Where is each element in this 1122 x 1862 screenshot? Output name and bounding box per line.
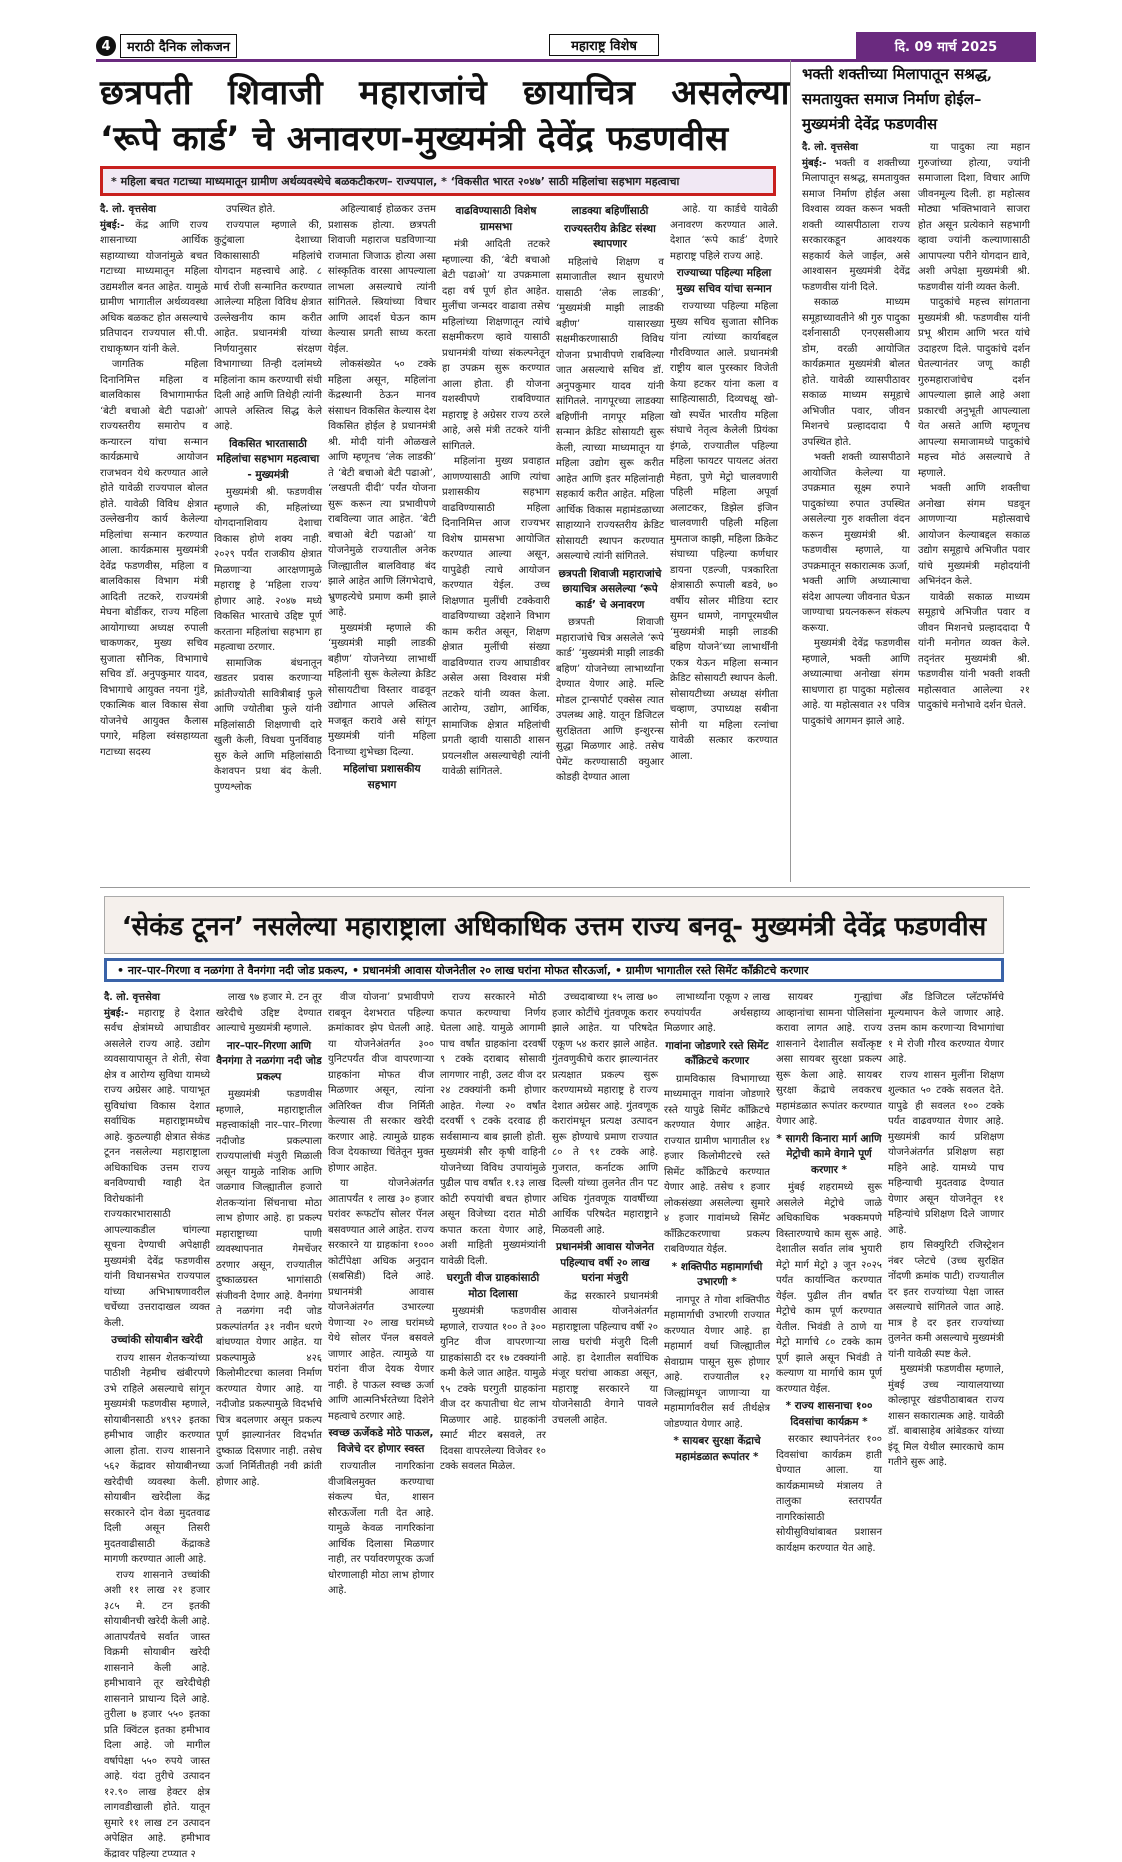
paragraph-text: हाय सिक्युरिटी रजिस्ट्रेशन नंबर प्लेटचे (उच्च सुरक्षित नोंदणी क्रमांक पाटी) राज्यातील दर इतर राज्यांच्या पेक्षा जास्त असल्याचे सांगितले जात आहे. मात्र हे दर इतर राज्यांच्या तुलनेत कमी असल्याचे मुख्यमंत्री यांनी यावेळी स्पष्ट केले. xyxy=(888,1240,1004,1360)
paragraph xyxy=(552,1289,658,1429)
paragraph xyxy=(776,1180,882,1397)
subheading: स्वच्छ ऊर्जेकडे मोठे पाऊल, विजेचे दर होणार स्वस्त xyxy=(328,1426,434,1457)
paragraph-text: मुख्यमंत्री देवेंद्र फडणवीस म्हणाले, भक्ती आणि अध्यात्माचा अनोखा संगम साधणारा हा पादुका महोत्सव आहे. या महोत्सवात २१ पवित्र पादुकांचे आगमन झाले आहे. xyxy=(802,638,910,727)
story1-column xyxy=(328,202,436,882)
paragraph-text: राज्य शासनाने उच्चांकी अशी ११ लाख २१ हजार ३८५ मे. टन इतकी सोयाबीनची खरेदी केली आहे. आतापर्यंतचे सर्वात जास्त विक्रमी सोयाबीन खरेदी शासनाने केली आहे. हमीभावाने तूर खरेदीचेही शासनाने प्राधान्य दिले आहे. तुरीला ७ हजार ५५० इतका प्रति क्विंटल इतका हमीभाव दिला आहे. जो मागील वर्षापेक्षा ५५० रुपये जास्त आहे. यंदा तुरीचे उत्पादन १२.९० लाख हेक्टर क्षेत्र लागवडीखाली होते. यातून सुमारे ११ लाख टन उत्पादन अपेक्षित आहे. हमीभाव केंद्रावर पहिल्या टप्प्यात २ xyxy=(104,1570,210,1860)
paragraph-text: मुख्यमंत्री फडणवीस म्हणाले, मुंबई उच्च न्यायालयाच्या कोल्हापूर खंडपीठाबाबत राज्य शासन सकारात्मक आहे. यावेळी डॉ. बाबासाहेब आंबेडकर यांच्या इंदू मिल येथील स्मारकाचे काम गतीने सुरू आहे. xyxy=(888,1364,1004,1468)
dateline: दै. लो. वृत्तसेवा xyxy=(104,992,160,1003)
newspaper-name: मराठी दैनिक लोकजन xyxy=(120,34,237,58)
paragraph xyxy=(556,255,664,565)
story2-headline: ‘सेकंड टूनन’ नसलेल्या महाराष्ट्राला अधिकाधिक उत्तम राज्य बनवू- मुख्यमंत्री देवेंद्र फडणवीस xyxy=(104,896,1004,954)
paragraph xyxy=(328,202,436,357)
story1-headline xyxy=(100,70,790,162)
paragraph-text: सामाजिक बंधनातून खडतर प्रवास करणाऱ्या क्रांतीज्योती सावित्रीबाई फुले आणि ज्योतीबा फुले यांनी महिलांसाठी शिक्षणाची दारे खुली केली, विधवा पुनर्विवाह सुरु केले आणि महिलांसाठी केशवपन प्रथा बंद केली. पुण्यश्लोक xyxy=(214,658,322,793)
paragraph-text: मुख्यमंत्री म्हणाले की ‘मुख्यमंत्री माझी लाडकी बहीण’ योजनेच्या लाभार्थी महिलांनी सुरू केलेल्या क्रेडिट सोसायटीचा विस्तार वाढवून उद्योगात आपले अस्तित्व मजबूत करावे असे सांगून मुख्यमंत्री यांनी महिला दिनाच्या शुभेच्छा दिल्या. xyxy=(328,623,436,758)
paragraph-text: अहिल्याबाई होळकर उत्तम प्रशासक होत्या. छत्रपती शिवाजी महाराज घडविणाऱ्या राजमाता जिजाऊ होत्या असा सांस्कृतिक वारसा आपल्याला लाभला असल्याचे त्यांनी सांगितले. स्त्रियांच्या विचार आणि आदर्श घेऊन काम केल्यास प्रगती साध्य करता येईल. xyxy=(328,204,436,355)
paragraph xyxy=(100,202,208,218)
paragraph-text: पादुकांचे महत्त्व सांगताना मुख्यमंत्री श्री. फडणवीस यांनी प्रभू श्रीराम आणि भरत यांचे उदाहरण दिले. पादुकांचे दर्शन घेतल्यानंतर जणू काही गुरुमहाराजांचेच दर्शन आपल्याला झाले आहे अशा प्रकारची अनुभूती आपल्याला येत असते आणि म्हणूनच आपल्या समाजामध्ये पादुकांचे महत्त्व मोठं असल्याचे ते म्हणाले. xyxy=(918,297,1030,479)
story1-column xyxy=(442,202,550,882)
paragraph-text: या योजनेअंतर्गत आतापर्यंत १ लाख ३० हजार घरांवर रूफटॉप सोलर पॅनल बसवण्यात आले आहेत. राज्य सरकारने या ग्राहकांना १००० कोटींपेक्षा अधिक अनुदान (सबसिडी) दिले आहे. प्रधानमंत्री आवास योजनेअंतर्गत उभारल्या येणाऱ्या २० लाख घरांमध्ये येथे सोलर पॅनल बसवले जाणार आहेत. त्यामुळे या घरांना वीज देयक येणार नाही. हे पाऊल स्वच्छ ऊर्जा आणि आत्मनिर्भरतेच्या दिशेने महत्वाचे ठरणार आहे. xyxy=(328,1178,434,1422)
paragraph xyxy=(802,636,910,729)
story1-strap: * महिला बचत गटाच्या माध्यमातून ग्रामीण अर्थव्यवस्थेचे बळकटीकरण– राज्यपाल, * ‘विकसीत भारत २०४७’ साठी महिलांचा सहभाग महत्वाचा xyxy=(100,166,776,196)
paragraph xyxy=(552,990,658,1238)
paragraph-text: महिलांना मुख्य प्रवाहात आणण्यासाठी आणि त्यांचा प्रशासकीय सहभाग वाढविण्यासाठी महिला दिनानिमित्त आज राज्यभर विशेष ग्रामसभा आयोजित करण्यात आल्या असून, यापुढेही त्याचे आयोजन करण्यात येईल. उच्च शिक्षणात मुलींची टक्केवारी वाढविण्याच्या उद्देशाने विभाग काम करीत असून, शिक्षण क्षेत्रात मुलींची संख्या वाढविण्यात राज्य आघाडीवर असेल असा विश्वास मंत्री तटकरे यांनी व्यक्त केला. आरोग्य, उद्योग, आर्थिक, सामाजिक क्षेत्रात महिलांची प्रगती व्हावी यासाठी शासन प्रयत्नशील असल्याचेही त्यांनी यावेळी सांगितले. xyxy=(442,456,550,777)
story1-headline-line2: ‘रूपे कार्ड’ चे अनावरण-मुख्यमंत्री देवेंद्र फडणवीस xyxy=(100,116,790,162)
paragraph xyxy=(664,990,770,1037)
story2-column xyxy=(440,990,546,1560)
paragraph xyxy=(918,295,1030,481)
story2-column xyxy=(216,990,322,1560)
paragraph-text: राज्याच्या पहिल्या महिला मुख्य सचिव सुजाता सौनिक यांना त्यांच्या कार्याबद्दल गौरविण्यात आले. प्रधानमंत्री राष्ट्रीय बाल पुरस्कार विजेती केया हटकर यांना कला व साहित्यासाठी, दिव्यचक्षू खो-खो स्पर्धेत भारतीय महिला संघाचे नेतृत्व केलेली प्रियंका इंगळे, राज्यातील पहिल्या महिला फायटर पायलट अंतरा मेहता, पुणे मेट्रो चालवणारी पहिली महिला अपूर्वा अलाटकर, डिझेल इंजिन चालवणारी पहिली महिला मुमताज काझी, महिला क्रिकेट संघाच्या पहिल्या कर्णधार डायना एडल्जी, पत्रकारिता क्षेत्रासाठी रूपाली बडवे, ७० वर्षीय सोलर मीडिया स्टार सुमन धामणे, नागपूरमधील ‘मुख्यमंत्री माझी लाडकी बहिण योजने’च्या लाभार्थींनी एकत्र येऊन महिला सन्मान क्रेडिट सोसायटी स्थापन केली. सोसायटीच्या अध्यक्ष संगीता चव्हाण, उपाध्यक्ष सबीना सोनी या महिला रत्नांचा यावेळी सत्कार करण्यात आला. xyxy=(670,301,778,762)
dateline: मुंबई:- xyxy=(104,1008,128,1019)
subheading: घरगुती वीज ग्राहकांसाठी मोठा दिलासा xyxy=(440,1271,546,1302)
paragraph-text: मुख्यमंत्री फडणवीस म्हणाले, महाराष्ट्रातील महत्त्वाकांक्षी नार–पार–गिरणा नदीजोड प्रकल्पाला राज्यपालांची मंजुरी मिळाली असून यामुळे नाशिक आणि जळगाव जिल्ह्यातील हजारो शेतकऱ्यांना सिंचनाचा मोठा लाभ होणार आहे. हा प्रकल्प महाराष्ट्राच्या पाणी व्यवस्थापनात गेमचेंजर ठरणार असून, राज्यातील दुष्काळग्रस्त भागांसाठी संजीवनी देणार आहे. वैनगंगा ते नळगंगा नदी जोड प्रकल्पांतर्गत ३१ नवीन धरणे बांधण्यात येणार आहेत. या प्रकल्पामुळे ४२६ किलोमीटरचा कालवा निर्माण करण्यात येणार आहे. या नदीजोड प्रकल्पामुळे विदर्भाचे चित्र बदलणार असून प्रकल्प पूर्ण झाल्यानंतर विदर्भात दुष्काळ दिसणार नाही. तसेच ऊर्जा निर्मितीतही नवी क्रांती होणार आहे. xyxy=(216,1089,322,1488)
paragraph-text: लाभार्थ्यांना एकूण २ लाख रुपयांपर्यंत अर्थसहाय्य मिळणार आहे. xyxy=(664,992,770,1034)
paragraph-text: मुख्यमंत्री फडणवीस म्हणाले, राज्यात १०० ते ३०० युनिट वीज वापरणाऱ्या ग्राहकांसाठी दर १७ टक्क्यांनी कमी केले जात आहेत. यामुळे ९५ टक्के घरगुती ग्राहकांना वीज दर कपातीचा थेट लाभ मिळणार आहे. ग्राहकांनी स्मार्ट मीटर बसवले, तर दिवसा वापरलेल्या विजेवर १० टक्के सवलत मिळेल. xyxy=(440,1306,546,1472)
paragraph-text: मुख्यमंत्री श्री. फडणवीस म्हणाले की, महिलांच्या योगदानाशिवाय देशाचा विकास होणे शक्य नाही. २०२९ पर्यंत राजकीय क्षेत्रात मिळणाऱ्या आरक्षणामुळे महाराष्ट्र हे ‘महिला राज्य’ होणार आहे. २०४७ मध्ये विकसित भारताचे उद्दिष्ट पूर्ण करताना महिलांचा सहभाग हा महत्वाचा ठरणार. xyxy=(214,487,322,653)
column-divider xyxy=(790,60,791,882)
paragraph-text: भक्ती शक्ती व्यासपीठाने आयोजित केलेल्या या उपक्रमात सूक्ष्म रुपाने पादुकांच्या रुपात उपस्थित असलेल्या गुरु शक्तीला वंदन करून मुख्यमंत्री श्री. फडणवीस म्हणाले, या उपक्रमातून सकारात्मक ऊर्जा, भक्ती आणि अध्यात्माचा संदेश आपल्या जीवनात घेऊन जाण्याचा प्रयत्नकरून संकल्प करूया. xyxy=(802,452,910,634)
page-header xyxy=(96,32,1036,62)
paragraph xyxy=(776,1432,882,1556)
paragraph-text: छत्रपती शिवाजी महाराजांचे चित्र असलेले ‘रूपे कार्ड’ ‘मुख्यमंत्री माझी लाडकी बहिण’ योजनेच्या लाभार्थ्यांना देण्यात येणार आहे. मल्टि मोडल ट्रान्सपोर्ट एक्सेस त्यात उपलब्ध आहे. यातून डिजिटल सुरक्षितता आणि इन्शुरन्स सुद्धा मिळणार आहे. तसेच पेमेंट करण्यासाठी क्युआर कोडही देण्यात आला xyxy=(556,617,664,783)
paragraph-text: महाराष्ट्र हे देशात सर्वच क्षेत्रांमध्ये आघाडीवर असलेले राज्य आहे. उद्योग व्यवसायापासून ते शेती, सेवा क्षेत्र व आरोग्य सुविधा यामध्ये राज्य अग्रेसर आहे. पायाभूत सुविधांचा विकास देशात सर्वाधिक महाराष्ट्रामध्येच आहे. कुठल्याही क्षेत्रात सेकंड टूनन नसलेल्या महाराष्ट्राला अधिकाधिक उत्तम राज्य बनविण्याची ग्वाही देत विरोधकांनी राज्यकारभारासाठी आपल्याकडील चांगल्या सूचना देण्याची अपेक्षाही मुख्यमंत्री देवेंद्र फडणवीस यांनी विधानसभेत राज्यपाल यांच्या अभिभाषणावरील चर्चेच्या उत्तरादाखल व्यक्त केली. xyxy=(104,1008,210,1329)
subheading: राज्यस्तरीय क्रेडिट संस्था स्थापणार xyxy=(556,222,664,253)
paragraph xyxy=(442,454,550,780)
paragraph xyxy=(664,1072,770,1258)
story2-column xyxy=(552,990,658,1560)
paragraph xyxy=(670,299,778,764)
paragraph xyxy=(328,1459,434,1599)
paragraph xyxy=(802,450,910,636)
subheading: * शक्तिपीठ महामार्गाची उभारणी * xyxy=(664,1260,770,1291)
subheading: उच्चांकी सोयाबीन खरेदी xyxy=(104,1333,210,1349)
paragraph xyxy=(888,990,1004,1068)
paragraph xyxy=(328,357,436,621)
story3-headline: भक्ती शक्तीच्या मिलापातून सश्रद्ध, समतायुक्त समाज निर्माण होईल– मुख्यमंत्री देवेंद्र फडणवीस xyxy=(802,62,1032,137)
paragraph-text: मुंबई शहरामध्ये सुरू असलेले मेट्रोचे जाळे अधिकाधिक भक्कमपणे विस्तारण्याचे काम सुरू आहे. देशातील सर्वात लांब भुयारी मेट्रो मार्ग मेट्रो ३ जून २०२५ पर्यंत कार्यान्वित करण्यात येईल. पुढील तीन वर्षांत मेट्रोचे काम पूर्ण करण्यात येतील. भिवंडी ते ठाणे या मेट्रो मार्गाचे ८० टक्के काम पूर्ण झाले असून भिवंडी ते कल्याण या मार्गाचे काम पूर्ण करण्यात येईल. xyxy=(776,1182,882,1395)
paragraph-text: यावेळी सकाळ माध्यम समूहाचे अभिजीत पवार व जीवन मिशनचे प्रल्हाददादा पै यांनी मनोगत व्यक्त केले. तद्नंतर मुख्यमंत्री श्री. फडणवीस यांनी भक्ती शक्ती महोत्सवात आलेल्या २१ पादुकांचे मनोभावे दर्शन घेतले. xyxy=(918,592,1030,712)
paragraph xyxy=(918,481,1030,590)
paragraph xyxy=(216,990,322,1037)
paragraph-text: केंद्र सरकारने प्रधानमंत्री आवास योजनेअंतर्गत महाराष्ट्राला पहिल्याच वर्षी २० लाख घरांची मंजुरी दिली आहे. हा देशातील सर्वाधिक मंजूर घरांचा आकडा असून, महाराष्ट्र सरकारने या योजनेसाठी वेगाने पावले उचलली आहेत. xyxy=(552,1291,658,1426)
subheading: गावांना जोडणारे रस्ते सिमेंट काँक्रिटचे करणार xyxy=(664,1039,770,1070)
paragraph xyxy=(888,1068,1004,1239)
paragraph-text: जागतिक महिला दिनानिमित्त महिला व बालविकास विभागामार्फत ‘बेटी बचाओ बेटी पढाओ’ राज्यस्तरीय समारोप व कन्यारत्न यांचा सन्मान कार्यक्रमाचे आयोजन राजभवन येथे करण्यात आले होते यावेळी राज्यपाल बोलत होते. यावेळी विविध क्षेत्रात उल्लेखनीय कार्य केलेल्या महिलांचा सन्मान करण्यात आला. कार्यक्रमास मुख्यमंत्री देवेंद्र फडणवीस, महिला व बालविकास विभाग मंत्री आदिती तटकरे, राज्यमंत्री मेघना बोर्डीकर, राज्य महिला आयोगाच्या अध्यक्ष रुपाली चाकणकर, मुख्य सचिव सुजाता सौनिक, विभागाचे सचिव डॉ. अनुपकुमार यादव, विभागाचे आयुक्त नयना गुंडे, एकात्मिक बाल विकास सेवा योजनेचे आयुक्त कैलास पगारे, महिला स्वंसहाय्यता गटाच्या सदस्य xyxy=(100,359,208,758)
paragraph-text: लाख ९७ हजार मे. टन तूर खरेदीचे उद्दिष्ट देण्यात आल्याचे मुख्यमंत्री म्हणाले. xyxy=(216,992,322,1034)
paragraph xyxy=(918,590,1030,714)
story1-column xyxy=(670,202,778,882)
story1-column xyxy=(100,202,208,882)
subheading: नार–पार–गिरणा आणि वैनगंगा ते नळगंगा नदी जोड प्रकल्प xyxy=(216,1039,322,1086)
paragraph xyxy=(888,1362,1004,1471)
paragraph-text: ग्रामविकास विभागाच्या माध्यमातून गावांना जोडणारे रस्ते यापुढे सिमेंट काँक्रिटचे करण्यात येणार आहेत. राज्यात ग्रामीण भागातील १४ हजार किलोमीटरचे रस्ते सिमेंट काँक्रिटचे करण्यात येणार आहे. तसेच १ हजार लोकसंख्या असलेल्या सुमारे ४ हजार गावांमध्ये सिमेंट काँक्रिटकरणाचा प्रकल्प राबविण्यात येईल. xyxy=(664,1074,770,1256)
paragraph-text: महिलांचे शिक्षण व समाजातील स्थान सुधारणे यासाठी ‘लेक लाडकी’, ‘मुख्यमंत्री माझी लाडकी बहीण’ यासारख्या सक्षमीकरणासाठी विविध योजना प्रभावीपणे राबविल्या जात असल्याचे सचिव डॉ. अनुपकुमार यादव यांनी सांगितले. नागपूरच्या लाडक्या बहिणींनी नागपूर महिला सन्मान क्रेडिट सोसायटी सुरू केली, त्याच्या माध्यमातून या महिला उद्योग सुरू करीत आहेत आणि इतर महिलांनाही सहकार्य करीत आहेत. महिला आर्थिक विकास महामंडळाच्या साहाय्याने राज्यस्तरीय क्रेडिट सोसायटी स्थापन करण्यात असल्याचे त्यांनी सांगितले. xyxy=(556,257,664,563)
paragraph-text: भक्ती व शक्तीच्या मिलापातून सश्रद्ध, समतायुक्त समाज निर्माण होईल असा विश्वास व्यक्त करून भक्ती शक्ती व्यासपीठाला राज्य सरकारकडून आवश्यक सहकार्य केले जाईल, असे आश्वासन मुख्यमंत्री देवेंद्र फडणवीस यांनी दिले. xyxy=(802,158,910,293)
page-number: 4 xyxy=(96,36,116,56)
paragraph-text: आहे. या कार्डचे यावेळी अनावरण करण्यात आले. देशात ‘रूपे कार्ड’ देणारे महाराष्ट्र पहिले राज्य आहे. xyxy=(670,204,778,262)
dateline: मुंबई:- xyxy=(100,220,124,231)
paragraph xyxy=(214,202,322,218)
paragraph xyxy=(104,990,210,1006)
subheading: विकसित भारतासाठी महिलांचा सहभाग महत्वाचा - मुख्यमंत्री xyxy=(214,437,322,484)
paragraph xyxy=(328,1176,434,1424)
paragraph xyxy=(776,990,882,1130)
subheading: राज्याच्या पहिल्या महिला मुख्य सचिव यांचा सन्मान xyxy=(670,266,778,297)
paragraph xyxy=(440,990,546,1269)
story3-column xyxy=(802,140,910,882)
paragraph-text: राज्य शासन मुलींना शिक्षण शुल्कात ५० टक्के सवलत देते. यापुढे ही सवलत १०० टक्के पर्यंत वाढवण्यात येणार आहे. मुख्यमंत्री कार्य प्रशिक्षण योजनेअंतर्गत प्रशिक्षण सहा महिने आहे. यामध्ये पाच महिन्याची मुदतवाढ देण्यात येणार असून योजनेतून ११ महिन्यांचे प्रशिक्षण दिले जाणार आहे. xyxy=(888,1070,1004,1236)
subheading: छत्रपती शिवाजी महाराजांचे छायाचित्र असलेल्या ‘रूपे कार्ड’ चे अनावरण xyxy=(556,567,664,614)
paragraph xyxy=(104,1006,210,1332)
paragraph xyxy=(104,1351,210,1568)
paragraph-text: या पादुका त्या महान गुरुजांच्या होत्या, ज्यांनी समाजाला दिशा, विचार आणि जीवनमूल्य दिली. हा महोत्सव मोठ्या भक्तिभावाने साजरा होत असून प्रत्येकाने सहभागी व्हावा ज्यांनी कल्याणासाठी आपापल्या परीने योगदान द्यावे, अशी अपेक्षा मुख्यमंत्री श्री. फडणवीस यांनी व्यक्त केली. xyxy=(918,142,1030,293)
subheading: * सायबर सुरक्षा केंद्राचे महामंडळात रूपांतर * xyxy=(664,1434,770,1465)
story2-column xyxy=(328,990,434,1560)
paragraph xyxy=(328,990,434,1176)
paragraph-text: राज्यपाल म्हणाले की, कुटुंबाला देशाच्या विकासासाठी महिलांचे योगदान महत्त्वाचे आहे. ८ मार्च रोजी सन्मानित करण्यात आलेल्या महिला विविध क्षेत्रात उल्लेखनीय काम करीत आहेत. प्रधानमंत्री यांच्या निर्णयानुसार संरक्षण विभागाच्या तिन्ही दलांमध्ये महिलांना काम करण्याची संधी दिली आहे आणि तिथेही त्यांनी आपले अस्तित्व सिद्ध केले आहे. xyxy=(214,220,322,433)
story2-column xyxy=(664,990,770,1560)
subheading: वाढविण्यासाठी विशेष ग्रामसभा xyxy=(442,204,550,235)
paragraph xyxy=(802,140,910,156)
paragraph-text: उच्चदाबाच्या १५ लाख ७० हजार कोटींचे गुंतवणूक करार झाले आहेत. या परिषदेत एकूण ५४ करार झाले आहेत. गुंतवणुकीचे करार झाल्यानंतर प्रत्यक्षात प्रकल्प सुरू करण्यामध्ये महाराष्ट्र हे राज्य देशात अग्रेसर आहे. गुंतवणूक करारांमधून प्रत्यक्ष उत्पादन सुरू होण्याचे प्रमाण राज्यात ८० ते ९१ टक्के आहे. गुजरात, कर्नाटक आणि दिल्ली यांच्या तुलनेत तीन पट अधिक गुंतवणूक यावर्षीच्या आर्थिक परिषदेत महाराष्ट्राने मिळवली आहे. xyxy=(552,992,658,1236)
paragraph xyxy=(100,218,208,358)
paragraph-text: वीज योजना’ प्रभावीपणे राबवून देशभरात पहिल्या क्रमांकावर झेप घेतली आहे. या योजनेअंतर्गत ३०० युनिटपर्यंत वीज वापरणाऱ्या ग्राहकांना मोफत वीज मिळणार असून, त्यांना अतिरिक्त वीज निर्मिती केल्यास ती सरकार खरेदी करणार आहे. त्यामुळे ग्राहक विज देयकाच्या चिंतेतून मुक्त होणार आहेत. xyxy=(328,992,434,1174)
paragraph-text: नागपूर ते गोवा शक्तिपीठ महामार्गाची उभारणी राज्यात करण्यात येणार आहे. हा महामार्ग वर्धा जिल्ह्यातील सेवाग्राम पासून सुरू होणार आहे. राज्यातील १२ जिल्ह्यांमधून जाणाऱ्या या महामार्गावरील सर्व तीर्थक्षेत्र जोडण्यात येणार आहे. xyxy=(664,1295,770,1430)
paragraph-text: राज्य सरकारने मोठी कपात करण्याचा निर्णय घेतला आहे. यामुळे आगामी पाच वर्षांत ग्राहकांना दरवर्षी ९ टक्के दराबाद सोसावी लागणार नाही, उलट वीज दर २४ टक्क्यांनी कमी होणार आहेत. गेल्या २० वर्षांत दरवर्षी ९ टक्के दरवाढ ही सर्वसामान्य बाब झाली होती. मुख्यमंत्री सौर कृषी वाहिनी योजनेच्या विविध उपायांमुळे पुढील पाच वर्षांत १.१३ लाख कोटी रुपयांची बचत होणार असून विजेच्या दरात मोठी कपात करता येणार आहे, अशी माहिती मुख्यमंत्र्यांनी यावेळी दिली. xyxy=(440,992,546,1267)
issue-date: दि. 09 मार्च 2025 xyxy=(856,32,1036,60)
paragraph-text: सकाळ माध्यम समूहाच्यावतीने श्री गुरु पादुका दर्शनासाठी एनएससीआय डोम, वरळी आयोजित कार्यक्रमात मुख्यमंत्री बोलत होते. यावेळी व्यासपीठावर सकाळ माध्यम समूहाचे अभिजीत पवार, जीवन मिशनचे प्रल्हाददादा पै उपस्थित होते. xyxy=(802,297,910,448)
story1-headline-line1: छत्रपती शिवाजी महाराजांचे छायाचित्र असलेल्या xyxy=(100,70,790,116)
paragraph-text: केंद्र आणि राज्य शासनाच्या आर्थिक सहाय्याच्या योजनांमुळे बचत गटाच्या माध्यमातून महिला उद्यमशील बनत आहेत. यामुळे ग्रामीण भागातील अर्थव्यवस्था अधिक बळकट होत असल्याचे प्रतिपादन राज्यपाल सी.पी. राधाकृष्णन यांनी केले. xyxy=(100,220,208,355)
section-divider xyxy=(100,887,1030,888)
subheading: * राज्य शासनाचा १०० दिवसांचा कार्यक्रम * xyxy=(776,1399,882,1430)
dateline: दै. लो. वृत्तसेवा xyxy=(802,142,858,153)
dateline: मुंबई:- xyxy=(802,158,826,169)
paragraph xyxy=(802,295,910,450)
story1-column xyxy=(556,202,664,882)
paragraph xyxy=(214,218,322,435)
subheading: लाडक्या बहिणींसाठी xyxy=(556,204,664,220)
subheading: * सागरी किनारा मार्ग आणि मेट्रोची कामे वेगाने पूर्ण करणार * xyxy=(776,1132,882,1179)
paragraph-text: राज्यातील नागरिकांना वीजबिलमुक्त करण्याचा संकल्प घेत, शासन सौरऊर्जेला गती देत आहे. यामुळे केवळ नागरिकांना आर्थिक दिलासा मिळणार नाही, तर पर्यावरणपूरक ऊर्जा धोरणालाही मोठा लाभ होणार आहे. xyxy=(328,1461,434,1596)
paragraph xyxy=(888,1238,1004,1362)
story2-strap: • नार–पार–गिरणा व नळगंगा ते वैनगंगा नदी जोड प्रकल्प, • प्रधानमंत्री आवास योजनेतील २० लाख घरांना मोफत सौरऊर्जा, • ग्रामीण भागातील रस्ते सिमेंट काँक्रीटचे करणार xyxy=(104,958,1004,982)
story3-column xyxy=(918,140,1030,882)
paragraph xyxy=(802,156,910,296)
paragraph-text: उपस्थित होते. xyxy=(226,204,276,215)
paragraph xyxy=(918,140,1030,295)
paragraph-text: सायबर गुन्ह्यांचा आव्हानांचा सामना पोलिसांना करावा लागत आहे. राज्य शासनाने देशातील सर्वोत्कृष्ट असा सायबर सुरक्षा प्रकल्प सुरू केला आहे. सायबर सुरक्षा केंद्राचे लवकरच महामंडळात रूपांतर करण्यात येणार आहे. xyxy=(776,992,882,1127)
paragraph-text: सरकार स्थापनेनंतर १०० दिवसांचा कार्यक्रम हाती घेण्यात आला. या कार्यक्रमामध्ये मंत्रालय ते तालुका स्तरापर्यंत नागरिकांसाठी सोयीसुविधांबाबत प्रशासन कार्यक्षम करण्यात येत आहे. xyxy=(776,1434,882,1554)
section-name: महाराष्ट्र विशेष xyxy=(549,34,659,56)
paragraph xyxy=(214,656,322,796)
subheading: प्रधानमंत्री आवास योजनेत पहिल्याच वर्षी २० लाख घरांना मंजुरी xyxy=(552,1240,658,1287)
paragraph xyxy=(442,237,550,454)
paragraph xyxy=(216,1087,322,1490)
paragraph-text: भक्ती आणि शक्तीचा अनोखा संगम घडवून आणणाऱ्या महोत्सवाचे आयोजन केल्याबद्दल सकाळ उद्योग समूहाचे अभिजीत पवार यांचे मुख्यमंत्री महोदयांनी अभिनंदन केले. xyxy=(918,483,1030,587)
paragraph xyxy=(214,485,322,656)
paragraph-text: मंत्री आदिती तटकरे म्हणाल्या की, ‘बेटी बचाओ बेटी पढाओ’ या उपक्रमाला दहा वर्ष पूर्ण होत आहेत. मुलींचा जन्मदर वाढावा तसेच महिलांच्या शिक्षणातून त्यांचे सक्षमीकरण व्हावे यासाठी प्रधानमंत्री यांच्या संकल्पनेतून हा उपक्रम सुरू करण्यात आला होता. ही योजना यशस्वीपणे राबविण्यात महाराष्ट्र हे अग्रेसर राज्य ठरले आहे, असे मंत्री तटकरे यांनी सांगितले. xyxy=(442,239,550,452)
subheading: महिलांचा प्रशासकीय सहभाग xyxy=(328,762,436,793)
paragraph xyxy=(440,1304,546,1475)
story1-column xyxy=(214,202,322,882)
story2-column xyxy=(888,990,1004,1560)
paragraph-text: लोकसंख्येत ५० टक्के महिला असून, महिलांना केंद्रस्थानी ठेऊन मानव संसाधन विकसित केल्यास देश विकसित होईल हे प्रधानमंत्री श्री. मोदी यांनी ओळखले आणि म्हणूनच ‘लेक लाडकी’ ते ‘बेटी बचाओ बेटी पढाओ’, ‘लखपती दीदी’ पर्यंत योजना सुरू करून त्या प्रभावीपणे राबविल्या जात आहेत. ‘बेटी बचाओ बेटी पढाओ’ या योजनेमुळे राज्यातील अनेक जिल्ह्यातील बालविवाह बंद झाले आहेत आणि लिंगभेदाचे, भ्रुणहत्येचे प्रमाण कमी झाले आहे. xyxy=(328,359,436,618)
paragraph-text: अँड डिजिटल प्लॅटफॉर्मचे मूल्यमापन केले जाणार आहे. उत्तम काम करणाऱ्या विभागांचा १ मे रोजी गौरव करण्यात येणार आहे. xyxy=(888,992,1004,1065)
dateline: दै. लो. वृत्तसेवा xyxy=(100,204,156,215)
header-left xyxy=(96,32,237,60)
paragraph xyxy=(670,202,778,264)
paragraph xyxy=(104,1568,210,1862)
paragraph-text: राज्य शासन शेतकऱ्यांच्या पाठीशी नेहमीच खंबीरपणे उभे राहिले असल्याचे सांगून मुख्यमंत्री फडणवीस म्हणाले, सोयाबीनसाठी ४९९२ इतका हमीभाव जाहीर करण्यात आला होता. राज्य शासनाने ५६२ केंद्रावर सोयाबीनच्या खरेदीची व्यवस्था केली. सोयाबीन खरेदीला केंद्र सरकारने दोन वेळा मुदतवाढ दिली असून तिसरी मुदतवाढीसाठी केंद्राकडे मागणी करण्यात आली आहे. xyxy=(104,1353,210,1566)
paragraph xyxy=(100,357,208,760)
paragraph xyxy=(328,621,436,761)
paragraph xyxy=(556,615,664,786)
story2-column xyxy=(776,990,882,1560)
paragraph xyxy=(664,1293,770,1433)
story2-column xyxy=(104,990,210,1560)
